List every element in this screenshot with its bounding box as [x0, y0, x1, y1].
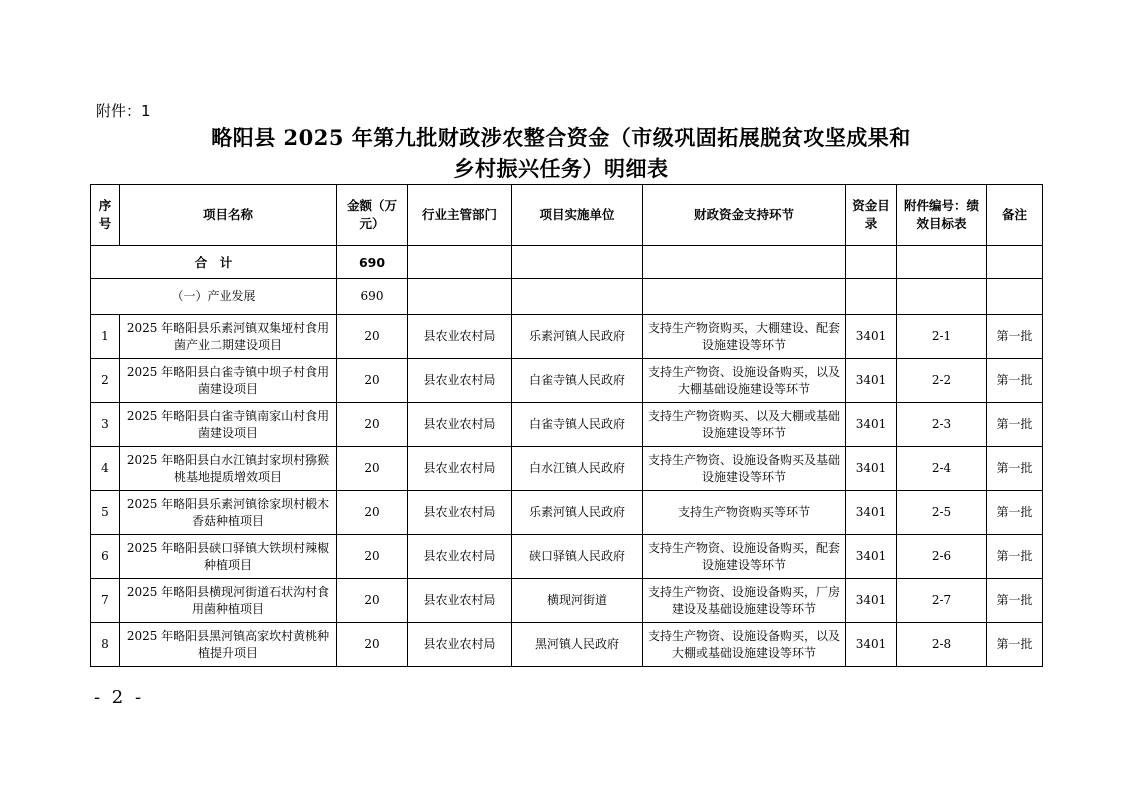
cell-stage: 支持生产物资、设施设备购买，以及大棚基础设施建设等环节: [643, 359, 846, 403]
table-row: [91, 359, 1043, 403]
cell-unit: 黑河镇人民政府: [512, 623, 643, 667]
total-label: 合 计: [91, 246, 337, 279]
cell-stage: 支持生产物资、设施设备购买，以及大棚或基础设施建设等环节: [643, 623, 846, 667]
cell-stage: 支持生产物资购买、以及大棚或基础设施建设等环节: [643, 403, 846, 447]
table-row: [91, 579, 1043, 623]
col-header-stage: 财政资金支持环节: [643, 185, 846, 246]
cell-seq: 4: [91, 447, 120, 491]
cell-project-name: 2025 年略阳县白雀寺镇南家山村食用菌建设项目: [120, 403, 337, 447]
cell-amount: 20: [337, 491, 408, 535]
empty-cell: [897, 246, 987, 279]
page-number: - 2 -: [94, 687, 145, 708]
cell-seq: 8: [91, 623, 120, 667]
cell-amount: 20: [337, 579, 408, 623]
cell-unit: 乐素河镇人民政府: [512, 315, 643, 359]
table-row: [91, 447, 1043, 491]
cell-project-name: 2025 年略阳县横现河街道石状沟村食用菌种植项目: [120, 579, 337, 623]
empty-cell: [846, 246, 897, 279]
cell-amount: 20: [337, 315, 408, 359]
table-row: [91, 315, 1043, 359]
cell-attachment: 2-7: [897, 579, 987, 623]
section-row: [91, 279, 1043, 315]
cell-unit: 硖口驿镇人民政府: [512, 535, 643, 579]
empty-cell: [512, 279, 643, 315]
cell-catalog: 3401: [846, 535, 897, 579]
cell-dept: 县农业农村局: [408, 623, 512, 667]
cell-catalog: 3401: [846, 315, 897, 359]
cell-dept: 县农业农村局: [408, 535, 512, 579]
cell-unit: 白水江镇人民政府: [512, 447, 643, 491]
cell-remark: 第一批: [987, 403, 1043, 447]
cell-stage: 支持生产物资购买等环节: [643, 491, 846, 535]
cell-remark: 第一批: [987, 623, 1043, 667]
fund-detail-table: [90, 184, 1043, 667]
cell-attachment: 2-2: [897, 359, 987, 403]
cell-catalog: 3401: [846, 623, 897, 667]
col-header-project-name: 项目名称: [120, 185, 337, 246]
cell-stage: 支持生产物资、设施设备购买及基础设施建设等环节: [643, 447, 846, 491]
document-title-line2: 乡村振兴任务）明细表: [453, 156, 669, 181]
cell-catalog: 3401: [846, 579, 897, 623]
document-title-line1: 略阳县 2025 年第九批财政涉农整合资金（市级巩固拓展脱贫攻坚成果和: [211, 125, 911, 150]
empty-cell: [897, 279, 987, 315]
cell-dept: 县农业农村局: [408, 447, 512, 491]
cell-attachment: 2-1: [897, 315, 987, 359]
cell-project-name: 2025 年略阳县白水江镇封家坝村猕猴桃基地提质增效项目: [120, 447, 337, 491]
table-row: [91, 491, 1043, 535]
col-header-seq: 序号: [91, 185, 120, 246]
empty-cell: [643, 246, 846, 279]
cell-dept: 县农业农村局: [408, 491, 512, 535]
cell-catalog: 3401: [846, 403, 897, 447]
cell-dept: 县农业农村局: [408, 315, 512, 359]
cell-remark: 第一批: [987, 579, 1043, 623]
cell-dept: 县农业农村局: [408, 359, 512, 403]
col-header-dept: 行业主管部门: [408, 185, 512, 246]
cell-remark: 第一批: [987, 535, 1043, 579]
cell-unit: 白雀寺镇人民政府: [512, 359, 643, 403]
cell-remark: 第一批: [987, 359, 1043, 403]
cell-amount: 20: [337, 359, 408, 403]
cell-attachment: 2-5: [897, 491, 987, 535]
cell-dept: 县农业农村局: [408, 579, 512, 623]
cell-attachment: 2-3: [897, 403, 987, 447]
cell-catalog: 3401: [846, 491, 897, 535]
cell-unit: 横现河街道: [512, 579, 643, 623]
attachment-label: 附件：1: [96, 102, 151, 120]
section-amount: 690: [337, 279, 408, 315]
empty-cell: [408, 246, 512, 279]
cell-stage: 支持生产物资购买，大棚建设、配套设施建设等环节: [643, 315, 846, 359]
cell-attachment: 2-4: [897, 447, 987, 491]
total-row: [91, 246, 1043, 279]
col-header-attachment: 附件编号：绩效目标表: [897, 185, 987, 246]
cell-project-name: 2025 年略阳县硖口驿镇大铁坝村辣椒种植项目: [120, 535, 337, 579]
cell-attachment: 2-8: [897, 623, 987, 667]
cell-dept: 县农业农村局: [408, 403, 512, 447]
cell-seq: 2: [91, 359, 120, 403]
cell-unit: 乐素河镇人民政府: [512, 491, 643, 535]
section-label: （一）产业发展: [91, 279, 337, 315]
cell-seq: 7: [91, 579, 120, 623]
table-header-row: [91, 185, 1043, 246]
cell-amount: 20: [337, 447, 408, 491]
empty-cell: [643, 279, 846, 315]
table-row: [91, 623, 1043, 667]
empty-cell: [987, 279, 1043, 315]
empty-cell: [987, 246, 1043, 279]
cell-seq: 3: [91, 403, 120, 447]
cell-attachment: 2-6: [897, 535, 987, 579]
cell-stage: 支持生产物资、设施设备购买，厂房建设及基础设施建设等环节: [643, 579, 846, 623]
cell-amount: 20: [337, 535, 408, 579]
table-row: [91, 535, 1043, 579]
empty-cell: [408, 279, 512, 315]
cell-unit: 白雀寺镇人民政府: [512, 403, 643, 447]
empty-cell: [512, 246, 643, 279]
empty-cell: [846, 279, 897, 315]
cell-seq: 6: [91, 535, 120, 579]
col-header-remark: 备注: [987, 185, 1043, 246]
table-row: [91, 403, 1043, 447]
col-header-unit: 项目实施单位: [512, 185, 643, 246]
cell-remark: 第一批: [987, 447, 1043, 491]
col-header-catalog: 资金目录: [846, 185, 897, 246]
total-amount: 690: [337, 246, 408, 279]
col-header-amount: 金额（万元）: [337, 185, 408, 246]
cell-project-name: 2025 年略阳县乐素河镇徐家坝村椴木香菇种植项目: [120, 491, 337, 535]
cell-project-name: 2025 年略阳县白雀寺镇中坝子村食用菌建设项目: [120, 359, 337, 403]
cell-stage: 支持生产物资、设施设备购买，配套设施建设等环节: [643, 535, 846, 579]
cell-project-name: 2025 年略阳县黑河镇高家坎村黄桃种植提升项目: [120, 623, 337, 667]
cell-seq: 1: [91, 315, 120, 359]
cell-seq: 5: [91, 491, 120, 535]
cell-project-name: 2025 年略阳县乐素河镇双集垭村食用菌产业二期建设项目: [120, 315, 337, 359]
cell-catalog: 3401: [846, 447, 897, 491]
cell-amount: 20: [337, 403, 408, 447]
cell-catalog: 3401: [846, 359, 897, 403]
cell-remark: 第一批: [987, 491, 1043, 535]
cell-remark: 第一批: [987, 315, 1043, 359]
cell-amount: 20: [337, 623, 408, 667]
